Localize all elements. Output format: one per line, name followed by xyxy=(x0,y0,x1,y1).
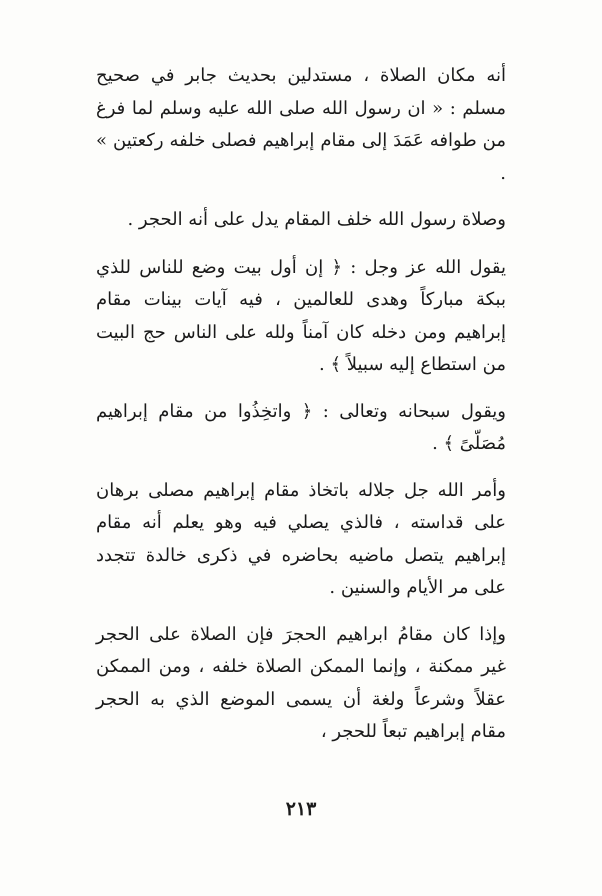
body-text xyxy=(96,60,506,749)
page-number: ٢١٣ xyxy=(285,798,317,820)
paragraph-3: يقول الله عز وجل : ﴿ إن أول بيت وضع للناس للذي ببكة مباركاً وهدى للعالمين ، فيه آيات بينات مقام إبراهيم ومن دخله كان آمناً ولله على الناس حج البيت من استطاع إليه سبيلاً ﴾ . xyxy=(96,256,506,375)
paragraph-5: وأمر الله جل جلاله باتخاذ مقام إبراهيم مصلى برهان على قداسته ، فالذي يصلي فيه وهو يعلم أنه مقام إبراهيم يتصل ماضيه بحاضره في ذكرى خالدة تتجدد على مر الأيام والسنين . xyxy=(96,479,506,598)
paragraph-2: وصلاة رسول الله خلف المقام يدل على أنه الحجر . xyxy=(127,209,506,230)
paragraph-1: أنه مكان الصلاة ، مستدلين بحديث جابر في صحيح مسلم : « ان رسول الله صلى الله عليه وسلم لما فرغ من طوافه عَمَدَ إلى مقام إبراهيم فصلى خلفه ركعتين » . xyxy=(96,65,506,184)
paragraph-4: ويقول سبحانه وتعالى : ﴿ واتخِذُوا من مقام إبراهيم مُصَلّىً ﴾ . xyxy=(96,400,506,454)
paragraph-6: وإذا كان مقامُ ابراهيم الحجرَ فإن الصلاة على الحجر غير ممكنة ، وإنما الممكن الصلاة خلفه ، ومن الممكن عقلاً وشرعاً ولغة أن يسمى الموضع الذي به الحجر مقام إبراهيم تبعاً للحجر ، xyxy=(96,623,506,742)
